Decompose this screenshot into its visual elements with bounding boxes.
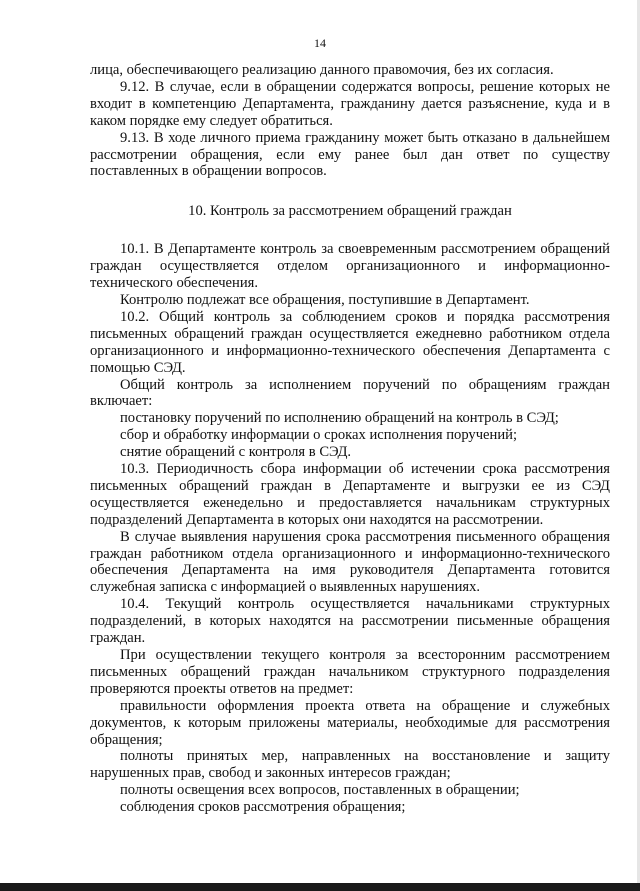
paragraph-control-subject: Контролю подлежат все обращения, поступившие в Департамент. bbox=[120, 291, 530, 308]
list-item: сбор и обработку информации о сроках исполнения поручений; bbox=[120, 427, 518, 444]
list-item: постановку поручений по исполнению обращений на контроль в СЭД; bbox=[120, 410, 559, 427]
paragraph-current-control: При осуществлении текущего контроля за всесторонним рассмотрением письменных обращений граждан начальником структурного подразделения проверяются проекты ответов на предмет: bbox=[90, 647, 610, 697]
list-item: правильности оформления проекта ответа на обращение и служебных документов, к которым приложены материалы, необходимые для рассмотрения обращения; bbox=[90, 697, 610, 748]
paragraph-9-13: 9.13. В ходе личного приема гражданину может быть отказано в дальнейшем рассмотрении обращения, если ему ранее был дан ответ по существу поставленных в обращении вопросов. bbox=[90, 129, 610, 180]
list-item: снятие обращений с контроля в СЭД. bbox=[120, 444, 352, 461]
paragraph-continuation: лица, обеспечивающего реализацию данного правомочия, без их согласия. bbox=[90, 62, 554, 78]
list-item: полноты освещения всех вопросов, поставленных в обращении; bbox=[120, 782, 520, 799]
paragraph-10-4: 10.4. Текущий контроль осуществляется начальниками структурных подразделений, в которых находятся на рассмотрении письменные обращения граждан. bbox=[90, 596, 610, 647]
list-item: полноты принятых мер, направленных на восстановление и защиту нарушенных прав, свобод и законных интересов граждан; bbox=[90, 748, 610, 782]
document-body bbox=[90, 62, 610, 816]
list-item: соблюдения сроков рассмотрения обращения; bbox=[120, 799, 406, 816]
paragraph-10-3: 10.3. Периодичность сбора информации об истечении срока рассмотрения письменных обращений граждан в Департаменте и выгрузки ее из СЭД осуществляется еженедельно и предоставляется начальникам структурных подразделений Департамента в которых они находятся на рассмотрении. bbox=[90, 461, 610, 528]
paragraph-9-12: 9.12. В случае, если в обращении содержатся вопросы, решение которых не входит в компетенцию Департамента, гражданину дается разъяснение, куда и в каком порядке ему следует обратиться. bbox=[90, 78, 610, 129]
paragraph-10-2: 10.2. Общий контроль за соблюдением сроков и порядка рассмотрения письменных обращений граждан осуществляется ежедневно работником отдела организационного и информационно-технического обеспечения Департамента с помощью СЭД. bbox=[90, 308, 610, 376]
paragraph-violation: В случае выявления нарушения срока рассмотрения письменного обращения граждан работником отдела организационного и информационно-технического обеспечения Департамента на имя руководителя Департамента готовится служебная записка с информацией о выявленных нарушениях. bbox=[90, 528, 610, 596]
scan-bottom-border bbox=[0, 883, 640, 891]
paragraph-general-control: Общий контроль за исполнением поручений по обращениям граждан включает: bbox=[90, 376, 610, 410]
paragraph-10-1: 10.1. В Департаменте контроль за своевременным рассмотрением обращений граждан осуществляется отделом организационного и информационно-технического обеспечения. bbox=[90, 241, 610, 292]
page-number: 14 bbox=[314, 36, 326, 50]
section-heading: 10. Контроль за рассмотрением обращений граждан bbox=[188, 203, 512, 220]
